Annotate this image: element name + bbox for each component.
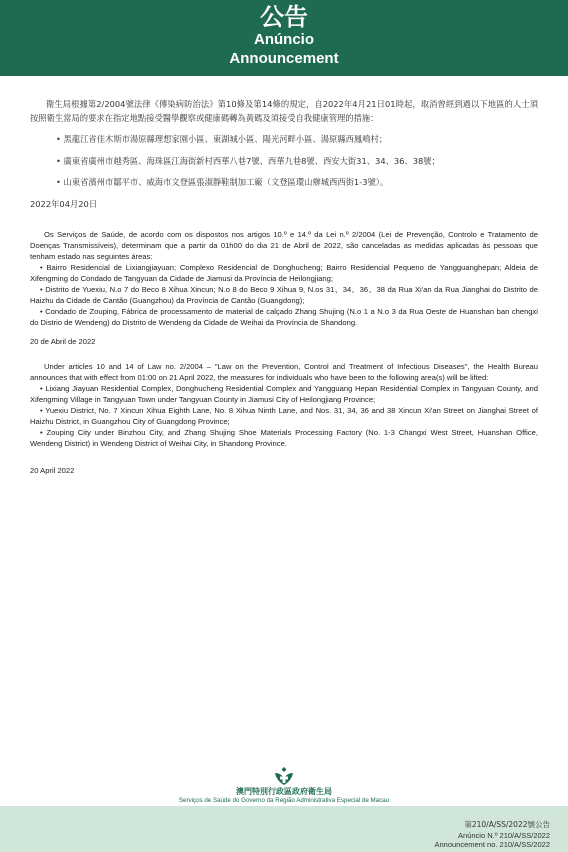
english-bullet: • Zouping City under Binzhou City, and Zhang Shujing Shoe Materials Processing Factory (No. 1-3 Changxi West Street, Huanshan Office, Wendeng District) in Wendeng District of Weihai City, in Shandong Province.: [30, 428, 538, 448]
chinese-bullet: • 山東省濱州市鄒平市、威海市文登區張淑靜鞋制加工廠（文登區環山辦城西西街1-3號）。: [56, 177, 389, 187]
logo-name-portuguese: Serviços de Saúde do Governo da Região Administrativa Especial de Macau: [178, 797, 390, 804]
portuguese-bullet: • Condado de Zouping, Fábrica de processamento de material de calçado Zhang Shujing (N.o 1 a N.o 3 da Rua Oeste de Huanshan ban chengxi do Distrio de Wendeng) do Distrito de Wendeng da Cidade de Weihai da Província de Shandong.: [30, 307, 538, 327]
announcement-body: [30, 98, 538, 476]
health-bureau-logo: [0, 766, 568, 805]
title-english: Announcement: [229, 50, 339, 67]
portuguese-intro: Os Serviços de Saúde, de acordo com os dispostos nos artigos 10.º e 14.º da Lei n.º 2/2004 (Lei de Prevenção, Controlo e Tratamento de Doenças Transmissíveis), determinam que a partir da 01h00 do dia 21 de Abril de 2022, são canceladas as medidas aplicadas às pessoas que tenham estado nas seguintes áreas:: [30, 230, 538, 261]
announcement-header: [0, 0, 568, 76]
english-bullet: • Lixiang Jiayuan Residential Complex, Donghucheng Residential Complex and Yangguang Hepan Residential Complex in Tangyuan County, and Xifengming Village in Tangyuan Town under Tangyuan County in Jiamusi City of Heilongjiang Province;: [30, 384, 538, 404]
chinese-date: 2022年04月20日: [30, 198, 98, 209]
chinese-intro: 衛生局根據第2/2004號法律《傳染病防治法》第10條及第14條的規定，自2022年4月21日01時起，取消曾經到過以下地區的人士須按照衛生當局的要求在指定地點接受醫學觀察或健康碼轉為黃碼及須接受自我健康管理的措施：: [30, 99, 538, 123]
chinese-bullet: • 廣東省廣州市越秀區、海珠區江海街新村西華八巷7號、西華九巷8號、西安大街31、34、36、38號；: [56, 155, 440, 166]
logo-name-chinese: 澳門特別行政區政府衛生局: [236, 787, 332, 796]
english-bullet: • Yuexiu District, No. 7 Xincun Xihua Eighth Lane, No. 8 Xihua Ninth Lane, and Nos. 31, 34, 36 and 38 Xincun Xi'an Street on Jianghai Street of Haizhu District, in Guangzhou City of Guangdong Province;: [30, 406, 538, 426]
portuguese-bullet: • Bairro Residencial de Lixiangjiayuan; Complexo Residencial de Donghucheng; Bairro Residencial Pequeno de Yangguanghepan; Aldeia de Xifengming do Condado de Tangyuan da Cidade de Jiamusi da Província de Heilongjiang;: [30, 263, 538, 283]
english-date: 20 April 2022: [30, 466, 75, 475]
title-chinese: 公告: [260, 3, 308, 31]
reference-english: Announcement no. 210/A/SS/2022: [434, 840, 550, 849]
chinese-section: [30, 98, 538, 211]
chinese-bullet: • 黑龍江省佳木斯市湯原縣理想家園小區、東湖城小區、陽光河畔小區、湯原縣西鳳鳴村；: [56, 134, 388, 144]
english-intro: Under articles 10 and 14 of Law no. 2/2004 – "Law on the Prevention, Control and Treatment of Infectious Diseases", the Health Bureau announces that with effect from 01:00 on 21 April 2022, the measures for individuals who have been to the following area(s) will be lifted:: [30, 362, 538, 382]
title-portuguese: Anúncio: [254, 31, 314, 48]
english-section: [30, 361, 538, 476]
portuguese-bullet: • Distrito de Yuexiu, N.o 7 do Beco 8 Xihua Xincun; N.o 8 do Beco 9 Xihua 9, N.os 31、34、36、38 da Rua Xi'an da Rua Jianghai do Distrito de Haizhu da Cidade de Cantão (Guangzhou) da Província de Cantão (Guangdong);: [30, 285, 538, 305]
footer-band: [0, 806, 568, 852]
portuguese-date: 20 de Abril de 2022: [30, 337, 96, 346]
reference-chinese: 第210/A/SS/2022號公告: [464, 820, 550, 829]
health-bureau-emblem-icon: [273, 766, 295, 786]
reference-portuguese: Anúncio N.º 210/A/SS/2022: [458, 831, 550, 840]
portuguese-section: [30, 229, 538, 347]
